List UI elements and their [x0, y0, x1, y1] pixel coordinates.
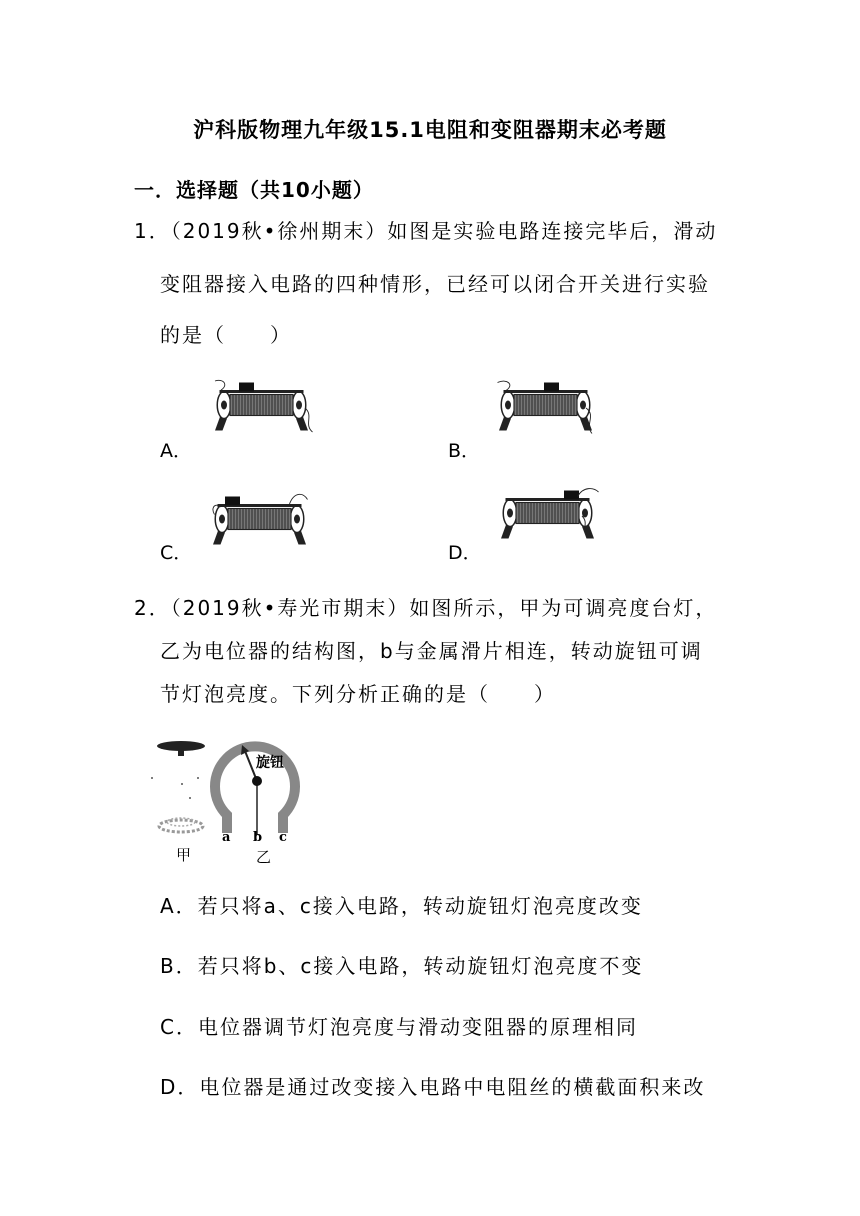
q2-line-1: 2．（2019秋•寿光市期末）如图所示，甲为可调亮度台灯，	[134, 596, 718, 620]
q2-option-c[interactable]: C．电位器调节灯泡亮度与滑动变阻器的原理相同	[160, 1015, 638, 1039]
q1-option-b-label[interactable]: B．	[448, 440, 481, 462]
rheostat-figure-b	[480, 378, 620, 438]
potentiometer-figure	[205, 735, 305, 845]
desk-lamp-figure	[150, 738, 212, 838]
page-title: 沪科版物理九年级15.1电阻和变阻器期末必考题	[193, 118, 667, 142]
terminal-a-label: a	[222, 830, 231, 845]
q2-option-d[interactable]: D．电位器是通过改变接入电路中电阻丝的横截面积来改	[160, 1075, 706, 1099]
q2-line-2: 乙为电位器的结构图，b与金属滑片相连，转动旋钮可调	[160, 639, 703, 663]
q1-option-c-label[interactable]: C．	[160, 542, 193, 564]
q1-line-1: 1．（2019秋•徐州期末）如图是实验电路连接完毕后，滑动	[134, 219, 718, 243]
q1-line-3: 的是（ ）	[160, 323, 292, 347]
q1-line-2: 变阻器接入电路的四种情形，已经可以闭合开关进行实验	[160, 272, 710, 296]
knob-label: 旋钮	[256, 755, 284, 771]
caption-yi: 乙	[256, 848, 272, 866]
terminal-b-label: b	[253, 830, 263, 845]
section-heading: 一．选择题（共10小题）	[134, 178, 374, 202]
q2-option-b[interactable]: B．若只将b、c接入电路，转动旋钮灯泡亮度不变	[160, 954, 644, 978]
terminal-c-label: c	[279, 830, 287, 845]
q2-line-3: 节灯泡亮度。下列分析正确的是（ ）	[160, 682, 556, 706]
caption-jia: 甲	[176, 846, 192, 864]
q2-option-a[interactable]: A．若只将a、c接入电路，转动旋钮灯泡亮度改变	[160, 894, 643, 918]
rheostat-figure-c	[194, 492, 334, 552]
q1-option-d-label[interactable]: D．	[448, 542, 482, 564]
rheostat-figure-a	[196, 378, 336, 438]
rheostat-figure-d	[482, 486, 622, 546]
q1-option-a-label[interactable]: A．	[160, 440, 192, 462]
